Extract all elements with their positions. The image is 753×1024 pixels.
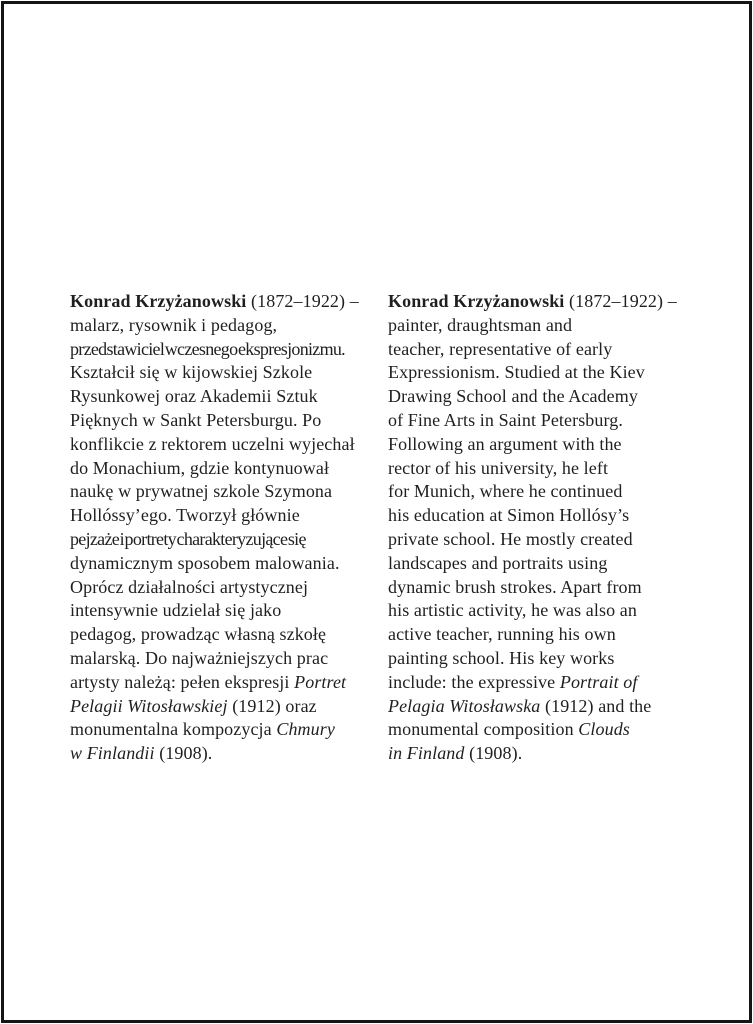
body-text: monumental composition	[388, 719, 579, 740]
text-line	[70, 290, 388, 314]
body-text: intensywnie udzielał się jako	[70, 600, 282, 621]
body-text: Expressionism. Studied at the Kiev	[388, 362, 645, 383]
body-text: Following an argument with the	[388, 433, 622, 454]
body-text: private school. He mostly created	[388, 528, 633, 549]
body-text: pedagog, prowadząc własną szkołę	[70, 624, 327, 645]
text-line	[70, 528, 388, 552]
body-text: (1908).	[154, 743, 213, 764]
text-line	[388, 552, 706, 576]
body-text: artysty należą: pełen ekspresji	[70, 671, 295, 692]
body-text: Oprócz działalności artystycznej	[70, 576, 309, 597]
work-title: Clouds	[578, 719, 630, 740]
text-line	[388, 599, 706, 623]
text-line	[70, 385, 388, 409]
body-text: (1908).	[464, 743, 523, 764]
work-title: in Finland	[388, 743, 465, 764]
body-text: dynamicznym sposobem malowania.	[70, 552, 340, 573]
text-line	[388, 647, 706, 671]
text-line	[388, 480, 706, 504]
body-text: his education at Simon Hollósy’s	[388, 505, 630, 526]
body-text: teacher, representative of early	[388, 338, 613, 359]
body-text: of Fine Arts in Saint Petersburg.	[388, 409, 623, 430]
text-line	[388, 695, 706, 719]
text-line	[388, 623, 706, 647]
text-line	[388, 576, 706, 600]
text-line	[70, 576, 388, 600]
body-text: malarz, rysownik i pedagog,	[70, 314, 278, 335]
body-text: monumentalna kompozycja	[70, 719, 277, 740]
work-title: Pelagii Witosławskiej	[70, 695, 228, 716]
text-line	[388, 361, 706, 385]
work-title: Chmury	[276, 719, 335, 740]
text-line	[70, 599, 388, 623]
body-text: Drawing School and the Academy	[388, 386, 638, 407]
body-text: Hollóssy’ego. Tworzył głównie	[70, 505, 300, 526]
text-line	[70, 314, 388, 338]
body-text: landscapes and portraits using	[388, 552, 608, 573]
text-line	[388, 385, 706, 409]
body-text: Rysunkowej oraz Akademii Sztuk	[70, 386, 318, 407]
body-text: (1912) oraz	[227, 695, 317, 716]
text-line	[388, 290, 706, 314]
work-title: Portret	[294, 671, 347, 692]
text-line	[388, 504, 706, 528]
text-line	[70, 338, 388, 362]
body-text: (1912) and the	[540, 695, 652, 716]
body-text: do Monachium, gdzie kontynuował	[70, 457, 330, 478]
body-text: malarską. Do najważniejszych prac	[70, 647, 329, 668]
work-title: Pelagia Witosławska	[388, 695, 541, 716]
body-text: painter, draughtsman and	[388, 314, 573, 335]
text-line	[388, 433, 706, 457]
bio-column-english	[388, 290, 706, 766]
text-line	[70, 742, 388, 766]
text-line	[70, 552, 388, 576]
text-line	[388, 338, 706, 362]
body-text: Pięknych w Sankt Petersburgu. Po	[70, 409, 322, 430]
text-line	[388, 457, 706, 481]
text-line	[70, 647, 388, 671]
text-line	[388, 409, 706, 433]
body-text: Kształcił się w kijowskiej Szkole	[70, 362, 313, 383]
subject-name: Konrad Krzyżanowski	[70, 291, 247, 311]
body-text: for Munich, where he continued	[388, 481, 623, 502]
body-text: konflikcie z rektorem uczelni wyjechał	[70, 433, 355, 454]
body-text: rector of his university, he left	[388, 457, 609, 478]
body-text: naukę w prywatnej szkole Szymona	[70, 481, 333, 502]
text-line	[388, 742, 706, 766]
body-text: include: the expressive	[388, 671, 560, 692]
body-text: (1872–1922) –	[564, 291, 677, 311]
text-line	[70, 718, 388, 742]
text-line	[388, 718, 706, 742]
text-line	[70, 695, 388, 719]
body-text: his artistic activity, he was also an	[388, 600, 637, 621]
text-line	[70, 480, 388, 504]
text-line	[388, 528, 706, 552]
text-line	[70, 409, 388, 433]
body-text: active teacher, running his own	[388, 624, 616, 645]
text-line	[70, 457, 388, 481]
body-text: dynamic brush strokes. Apart from	[388, 576, 642, 597]
text-line	[70, 623, 388, 647]
work-title: Portrait of	[559, 671, 638, 692]
text-line	[70, 361, 388, 385]
text-line	[70, 433, 388, 457]
work-title: w Finlandii	[70, 743, 155, 764]
text-line	[70, 671, 388, 695]
body-text: painting school. His key works	[388, 647, 615, 668]
text-line	[388, 314, 706, 338]
body-text: przedstawiciel wczesnego ekspresjonizmu.	[70, 338, 345, 359]
body-text: (1872–1922) –	[246, 291, 359, 311]
text-line	[70, 504, 388, 528]
body-text: pejzaże i portrety charakteryzujące się	[70, 528, 306, 549]
subject-name: Konrad Krzyżanowski	[388, 291, 565, 311]
text-line	[388, 671, 706, 695]
bio-column-polish	[70, 290, 388, 766]
